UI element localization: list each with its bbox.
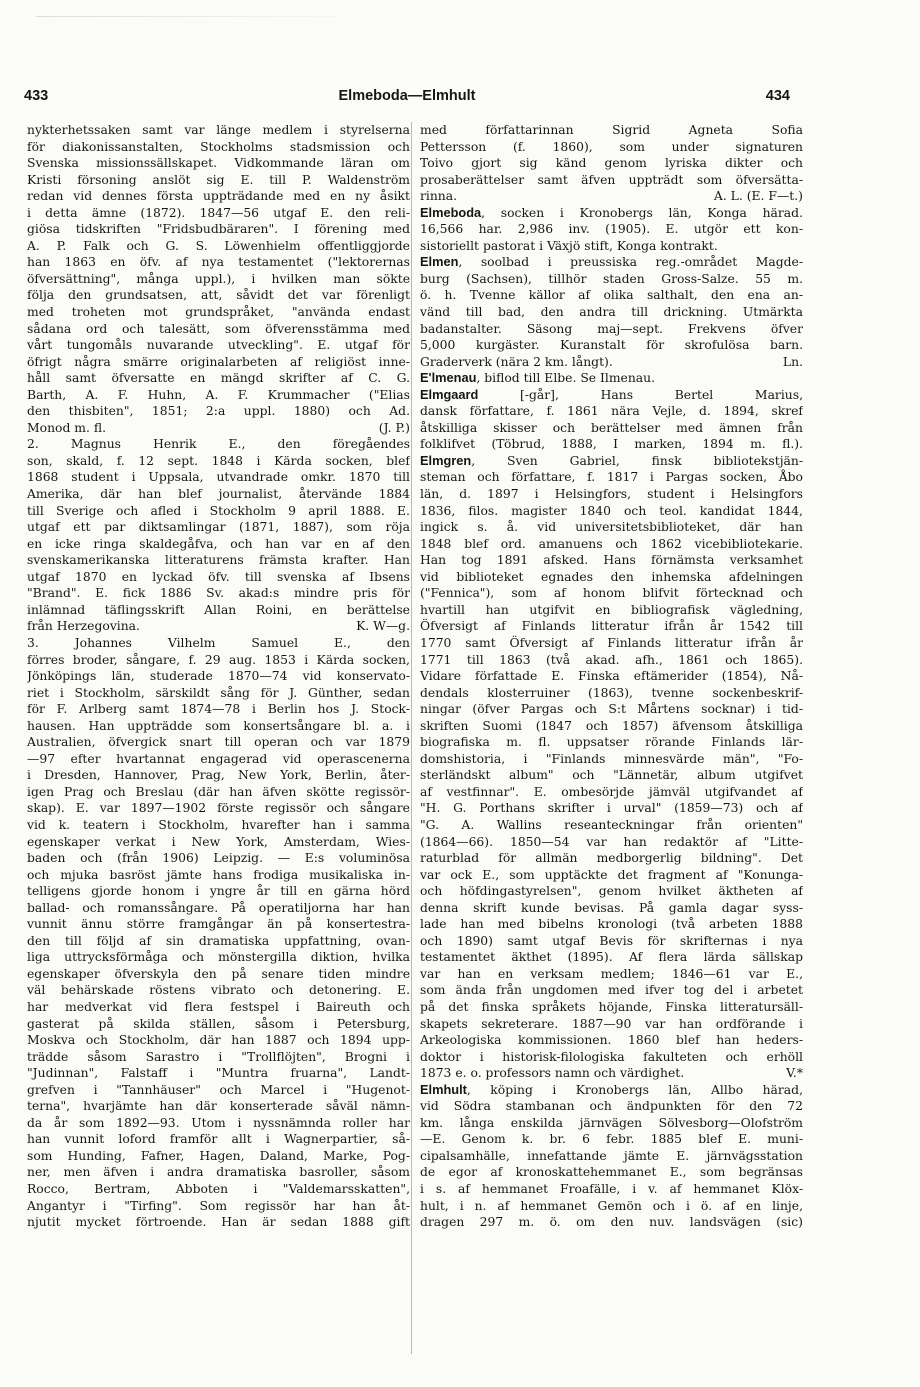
line-text: öfversättning", många uppl.), i hvilken man sökte bbox=[27, 271, 410, 286]
line-text: nykterhetssaken samt var länge medlem i styrelserna bbox=[27, 123, 410, 137]
text-line bbox=[420, 999, 803, 1016]
line-text: till Sverige och afled i Stockholm 9 april 1888. E. bbox=[27, 503, 410, 518]
line-text: , socken i Kronobergs län, Konga härad. bbox=[481, 205, 803, 220]
text-line bbox=[420, 321, 803, 338]
line-text: giösa tidskriften "Fridsbudbäraren". I förening med bbox=[27, 222, 410, 237]
line-text: håll samt öfversatte en mängd skrifter af C. G. bbox=[27, 371, 410, 386]
text-line bbox=[27, 536, 410, 553]
line-text: grefven i "Tannhäuser" och Marcel i "Hugenot- bbox=[27, 1082, 410, 1097]
line-text: prosaberättelser samt äfven uppträdt som öfversätta- bbox=[420, 172, 803, 187]
line-text: med troheten mot grundspråket, "använda endast bbox=[27, 305, 410, 320]
text-line bbox=[27, 155, 410, 172]
line-text: 1771 till 1863 (två akad. afh., 1861 och 1865). bbox=[420, 652, 803, 667]
text-line bbox=[420, 800, 803, 817]
text-line bbox=[420, 287, 803, 304]
line-text: hvartill han utgifvit en bibliografisk vägledning, bbox=[420, 602, 803, 617]
text-line bbox=[27, 420, 410, 437]
line-text: väl behärskade röstens vibrato och detonering. E. bbox=[27, 983, 410, 998]
text-line bbox=[27, 767, 410, 784]
left-page-number: 433 bbox=[24, 88, 49, 104]
line-text: terna", hvarjämte han där konserterade såväl nämn- bbox=[27, 1099, 410, 1114]
line-text: njutit mycket förtroende. Han är sedan 1888 gift bbox=[27, 1215, 410, 1230]
text-line bbox=[27, 916, 410, 933]
line-text: egenskaper verkat i New York, Amsterdam, Wies- bbox=[27, 834, 410, 849]
line-text: hausen. Han uppträdde som konsertsångare bl. a. i bbox=[27, 718, 410, 733]
line-text: Rocco, Bertram, Abboten i "Valdemarsskatten", bbox=[27, 1182, 410, 1196]
line-text: son, skald, f. 12 sept. 1848 i Kärda socken, blef bbox=[27, 453, 410, 468]
line-text: för F. Arlberg samt 1874—78 i Berlin hos J. Stock- bbox=[27, 702, 410, 717]
line-text: den thisbiten", 1851; 2:a uppl. 1880) och Ad. bbox=[27, 404, 410, 419]
line-text: cipalsamhälle, innefattande jämte E. järnvägsstation bbox=[420, 1148, 803, 1163]
text-line bbox=[420, 966, 803, 983]
text-line bbox=[420, 685, 803, 702]
text-line bbox=[420, 403, 803, 420]
line-text: förres broder, sångare, f. 29 aug. 1853 i Kärda socken, bbox=[27, 652, 410, 667]
line-text: var ock E., som upptäckte det fragment af "Konunga- bbox=[420, 867, 803, 882]
line-text: har medverkat vid flera festspel i Baireuth och bbox=[27, 999, 410, 1014]
line-text: trädde såsom Sarastro i "Trollflöjten", Brogni i bbox=[27, 1049, 410, 1064]
text-line bbox=[27, 469, 410, 486]
line-text: denna skrift kunde bevisas. På gamla dagar syss- bbox=[420, 900, 803, 915]
text-line bbox=[27, 1181, 410, 1198]
line-text: Jönköpings län, studerade 1870—74 vid konservato- bbox=[27, 669, 410, 684]
line-text: skapets sekreterare. 1887—90 var han ordförande i bbox=[420, 1016, 803, 1031]
text-line bbox=[27, 337, 410, 354]
line-text: baden och (från 1906) Leipzig. — E:s voluminösa bbox=[27, 851, 410, 866]
line-text: Australien, öfvergick snart till operan och var 1879 bbox=[27, 735, 410, 750]
text-line bbox=[420, 933, 803, 950]
line-text: 1868 student i Uppsala, utvandrade omkr. 1870 till bbox=[27, 470, 410, 485]
text-line bbox=[420, 453, 803, 470]
text-line bbox=[420, 1181, 803, 1198]
entry-headword: Elmgaard bbox=[420, 386, 479, 402]
text-line bbox=[420, 337, 803, 354]
line-text: redan vid dennes första uppträdande med en ny åsikt bbox=[27, 189, 410, 204]
text-line bbox=[420, 469, 803, 486]
line-text: hult, i n. af hemmanet Gemön och i ö. af en linje, bbox=[420, 1198, 803, 1213]
text-line bbox=[420, 602, 803, 619]
line-text: "H. G. Porthans skrifter i urval" (1859—73) och af bbox=[420, 801, 803, 816]
text-line bbox=[420, 1198, 803, 1215]
text-line bbox=[420, 304, 803, 321]
line-text: vårt tungomåls nuvarande utveckling". E. utgaf för bbox=[27, 338, 410, 353]
text-line bbox=[420, 982, 803, 999]
line-text: Angantyr i "Tirfing". Som regissör har han åt- bbox=[27, 1198, 410, 1213]
line-text: Han tog 1891 afsked. Hans förnämsta verksamhet bbox=[420, 553, 803, 568]
text-line bbox=[420, 618, 803, 635]
text-line bbox=[27, 834, 410, 851]
line-text: egenskaper öfverskyla den på senare tiden mindre bbox=[27, 966, 410, 981]
line-text: Pettersson (f. 1860), som under signaturen bbox=[420, 139, 803, 154]
line-text: utgaf ett par diktsamlingar (1871, 1887), som röja bbox=[27, 520, 410, 535]
text-line bbox=[420, 254, 803, 271]
text-line bbox=[420, 652, 803, 669]
text-line bbox=[420, 1016, 803, 1033]
text-line bbox=[27, 436, 410, 453]
left-column bbox=[27, 122, 410, 1231]
text-line bbox=[27, 1049, 410, 1066]
running-title: Elmeboda—Elmhult bbox=[338, 88, 476, 104]
line-text: följa den grundsatsen, att, såvidt det var förenligt bbox=[27, 288, 410, 303]
text-line bbox=[420, 867, 803, 884]
text-line bbox=[420, 751, 803, 768]
author-signature: V.* bbox=[786, 1066, 803, 1081]
line-text: län, d. 1897 i Helsingfors, student i Helsingfors bbox=[420, 487, 803, 502]
text-line bbox=[420, 1131, 803, 1148]
text-line bbox=[27, 254, 410, 271]
text-line bbox=[420, 1098, 803, 1115]
line-text: —97 efter hvartannat engagerad vid operascenerna bbox=[27, 751, 410, 766]
line-text: Vidare författade E. Finska eftämerider (1854), Nå- bbox=[420, 669, 803, 684]
text-line bbox=[420, 734, 803, 751]
text-line bbox=[420, 900, 803, 917]
line-text: inlämnad täflingsskrift Allan Roini, en berättelse bbox=[27, 602, 410, 617]
line-text: som Hunding, Fafner, Hagen, Daland, Marke, Pog- bbox=[27, 1148, 410, 1163]
text-line bbox=[27, 883, 410, 900]
text-line bbox=[420, 949, 803, 966]
line-text: gasterat på skilda ställen, såsom i Petersburg, bbox=[27, 1016, 410, 1031]
text-line bbox=[420, 1049, 803, 1066]
line-text: och 1890) samt utgaf Bevis för skrifternas i nya bbox=[420, 933, 803, 948]
text-line bbox=[420, 834, 803, 851]
line-text: , köping i Kronobergs län, Allbo härad, bbox=[466, 1082, 803, 1097]
column-divider bbox=[411, 122, 412, 1354]
line-text: vid biblioteket egnades den inhemska afdelningen bbox=[420, 569, 803, 584]
line-text: Kristi försoning anslöt sig E. till P. Waldenström bbox=[27, 172, 410, 187]
text-line bbox=[27, 238, 410, 255]
line-text: ingick s. å. vid universitetsbiblioteket, där han bbox=[420, 520, 803, 535]
text-line bbox=[27, 751, 410, 768]
author-signature: A. L. (E. F—t.) bbox=[713, 189, 803, 204]
text-line bbox=[420, 701, 803, 718]
line-text: ningar (öfver Pargas och S:t Mårtens socknar) i tid- bbox=[420, 702, 803, 717]
author-signature: K. W—g. bbox=[356, 619, 410, 634]
line-text: , biflod till Elbe. Se Ilmenau. bbox=[476, 371, 656, 386]
line-text: 3. Johannes Vilhelm Samuel E., den bbox=[27, 635, 410, 650]
text-line bbox=[27, 519, 410, 536]
text-line bbox=[420, 569, 803, 586]
text-line bbox=[420, 850, 803, 867]
line-text: 2. Magnus Henrik E., den föregåendes bbox=[27, 437, 410, 452]
line-text: för diakonissanstalten, Stockholms stadsmission och bbox=[27, 139, 410, 154]
line-text: vid k. teatern i Stockholm, hvarefter han i samma bbox=[27, 817, 410, 832]
line-text: ner, men äfven i andra dramatiska basroller, såsom bbox=[27, 1165, 410, 1180]
text-line bbox=[420, 668, 803, 685]
line-text: lade han med bibelns kronologi (två arbeten 1888 bbox=[420, 917, 803, 932]
text-line bbox=[420, 1082, 803, 1099]
line-text: Arkeologiska kommissionen. 1860 blef han heders- bbox=[420, 1033, 803, 1048]
line-text: åtskilliga skisser och berättelser med ämnen från bbox=[420, 420, 803, 435]
text-line bbox=[420, 585, 803, 602]
line-text: han vunnit loford framför allt i Wagnerpartier, så- bbox=[27, 1132, 410, 1147]
text-line bbox=[27, 1131, 410, 1148]
text-line bbox=[420, 188, 803, 205]
text-line bbox=[27, 982, 410, 999]
line-text: som ända från ungdomen med ifver tog del i arbetet bbox=[420, 983, 803, 998]
text-line bbox=[27, 486, 410, 503]
text-line bbox=[27, 287, 410, 304]
text-line bbox=[27, 122, 410, 139]
text-line bbox=[420, 1148, 803, 1165]
text-line bbox=[27, 685, 410, 702]
text-line bbox=[27, 387, 410, 404]
text-line bbox=[27, 569, 410, 586]
text-line bbox=[420, 436, 803, 453]
text-line bbox=[420, 503, 803, 520]
line-text: en icke ringa skaldegåfva, och han var en af den bbox=[27, 536, 410, 551]
text-line bbox=[420, 139, 803, 156]
author-signature: Ln. bbox=[782, 354, 803, 369]
line-text: "Judinnan", Falstaff i "Muntra fruarna", Landt- bbox=[27, 1066, 410, 1081]
text-line bbox=[27, 1214, 410, 1231]
text-line bbox=[420, 916, 803, 933]
text-line bbox=[27, 652, 410, 669]
text-line bbox=[27, 1065, 410, 1082]
line-text: 5,000 kurgäster. Kuranstalt för skrofulösa barn. bbox=[420, 338, 803, 353]
text-line bbox=[420, 552, 803, 569]
line-text: Graderverk (nära 2 km. långt). bbox=[420, 354, 613, 369]
text-line bbox=[27, 552, 410, 569]
line-text: dansk författare, f. 1861 nära Vejle, d. 1894, skref bbox=[420, 404, 803, 419]
text-line bbox=[27, 1164, 410, 1181]
line-text: vid Södra stambanan och ändpunkten för den 72 bbox=[420, 1099, 803, 1114]
right-column bbox=[420, 122, 803, 1231]
text-line bbox=[27, 354, 410, 371]
line-text: "Brand". E. fick 1886 Sv. akad:s mindre pris för bbox=[27, 586, 410, 601]
line-text: folklifvet (Töbrud, 1888, I marken, 1894 m. fl.). bbox=[420, 437, 803, 452]
line-text: liga uttrycksförmåga och mönstergilla diktion, hvilka bbox=[27, 950, 410, 965]
line-text: Toivo gjort sig känd genom lyriska dikter och bbox=[420, 156, 803, 171]
line-text: sterländskt album" och "Lännetär, album utgifvet bbox=[420, 768, 803, 783]
author-signature: (J. P.) bbox=[378, 420, 410, 435]
text-line bbox=[420, 1032, 803, 1049]
line-text: sådana ord och talesätt, som öfverensstämma med bbox=[27, 321, 410, 336]
scan-artifact-rule bbox=[36, 16, 336, 17]
line-text: (1864—66). 1850—54 var han redaktör af "Litte- bbox=[420, 834, 803, 849]
text-line bbox=[420, 205, 803, 222]
text-line bbox=[27, 701, 410, 718]
line-text: 1873 e. o. professors namn och värdighet. bbox=[420, 1066, 685, 1081]
text-line bbox=[27, 221, 410, 238]
text-line bbox=[420, 122, 803, 139]
text-line bbox=[420, 420, 803, 437]
line-text: 1836, filos. magister 1840 och teol. kandidat 1844, bbox=[420, 503, 803, 518]
text-line bbox=[27, 800, 410, 817]
line-text: af vestfinnar". E. ombesörjde jämväl utgifvandet af bbox=[420, 784, 803, 799]
entry-headword: Elmen bbox=[420, 254, 459, 270]
text-line bbox=[27, 321, 410, 338]
text-line bbox=[27, 403, 410, 420]
entry-headword: Elmhult bbox=[420, 1081, 467, 1097]
line-text: med författarinnan Sigrid Agneta Sofia bbox=[420, 123, 803, 137]
text-line bbox=[27, 618, 410, 635]
line-text: badanstalter. Säsong maj—sept. Frekvens öfver bbox=[420, 321, 803, 336]
line-text: domshistoria, i "Finlands minnesvärde män", "Fo- bbox=[420, 751, 803, 766]
text-line bbox=[420, 536, 803, 553]
text-line bbox=[27, 1016, 410, 1033]
line-text: doktor i historisk-filologiska fakulteten och erhöll bbox=[420, 1049, 803, 1064]
line-text: och höfdingastyrelsen", genom hvilket äktheten af bbox=[420, 884, 803, 899]
text-line bbox=[420, 1115, 803, 1132]
line-text: skriften Suomi (1847 och 1857) äfvensom åtskilliga bbox=[420, 718, 803, 733]
text-line bbox=[27, 718, 410, 735]
text-line bbox=[420, 221, 803, 238]
line-text: i detta ämne (1872). 1847—56 utgaf E. den reli- bbox=[27, 205, 410, 220]
line-text: var han en verksam medlem; 1846—61 var E., bbox=[420, 966, 803, 981]
line-text: Monod m. fl. bbox=[27, 420, 106, 435]
text-line bbox=[420, 1164, 803, 1181]
text-line bbox=[27, 1115, 410, 1132]
line-text: sistoriellt pastorat i Växjö stift, Konga kontrakt. bbox=[420, 238, 718, 253]
text-line bbox=[27, 1148, 410, 1165]
line-text: den till följd af sin dramatiska uppfattning, ovan- bbox=[27, 933, 410, 948]
text-line bbox=[420, 718, 803, 735]
text-line bbox=[420, 767, 803, 784]
text-line bbox=[27, 503, 410, 520]
line-text: han 1863 en öfv. af nya testamentet ("lektorernas bbox=[27, 255, 410, 270]
line-text: Öfversigt af Finlands litteratur ifrån år 1542 till bbox=[420, 619, 803, 634]
right-page-number: 434 bbox=[765, 88, 790, 104]
text-line bbox=[420, 883, 803, 900]
line-text: , soolbad i preussiska reg.-området Magde- bbox=[458, 255, 803, 270]
text-line bbox=[420, 370, 803, 387]
text-line bbox=[420, 354, 803, 371]
line-text: i Dresden, Hannover, Prag, New York, Berlin, åter- bbox=[27, 768, 410, 783]
line-text: 16,566 har. 2,986 inv. (1905). E. utgör ett kon- bbox=[420, 222, 803, 237]
text-line bbox=[27, 817, 410, 834]
line-text: vunnit ännu större framgångar än på konsertestra- bbox=[27, 917, 410, 932]
text-line bbox=[27, 867, 410, 884]
line-text: km. långa enskilda järnvägen Sölvesborg—Olofström bbox=[420, 1115, 803, 1130]
text-line bbox=[27, 635, 410, 652]
line-text: Moskva och Stockholm, där han 1887 och 1894 upp- bbox=[27, 1033, 410, 1048]
line-text: vänd till bad, den andra till drickning. Utmärkta bbox=[420, 305, 803, 320]
text-line bbox=[27, 933, 410, 950]
text-line bbox=[27, 1032, 410, 1049]
entry-headword: E'lmenau bbox=[420, 370, 477, 386]
line-text: A. P. Falk och G. S. Löwenhielm offentliggjorde bbox=[27, 238, 410, 253]
text-line bbox=[27, 188, 410, 205]
line-text: i s. af hemmanet Froafälle, i v. af hemmanet Klöx- bbox=[420, 1182, 803, 1196]
line-text: Svenska missionssällskapet. Vidkommande läran om bbox=[27, 156, 410, 171]
text-line bbox=[27, 304, 410, 321]
text-line bbox=[27, 585, 410, 602]
line-text: 1770 samt Öfversigt af Finlands litteratur ifrån år bbox=[420, 635, 803, 650]
text-line bbox=[420, 817, 803, 834]
line-text: svenskamerikanska litteraturens främsta krafter. Han bbox=[27, 553, 410, 568]
text-line bbox=[27, 172, 410, 189]
line-text: rinna. bbox=[420, 189, 458, 204]
line-text: telligens gjorde honom i yngre år till en gärna hörd bbox=[27, 884, 410, 899]
entry-headword: Elmeboda bbox=[420, 204, 482, 220]
line-text: Barth, A. F. Huhn, A. F. Krummacher ("Elias bbox=[27, 387, 410, 402]
text-line bbox=[27, 1198, 410, 1215]
text-line bbox=[27, 949, 410, 966]
text-line bbox=[27, 453, 410, 470]
text-line bbox=[27, 602, 410, 619]
text-line bbox=[27, 1098, 410, 1115]
text-line bbox=[420, 238, 803, 255]
text-line bbox=[27, 139, 410, 156]
text-line bbox=[420, 1214, 803, 1231]
text-line bbox=[420, 1065, 803, 1082]
page-header bbox=[24, 88, 790, 110]
line-text: [-går], Hans Bertel Marius, bbox=[478, 387, 803, 402]
text-line bbox=[27, 850, 410, 867]
line-text: ballad- och romanssångare. På operatiljorna har han bbox=[27, 900, 410, 915]
text-line bbox=[27, 900, 410, 917]
line-text: Amerika, där han blef journalist, återvände 1884 bbox=[27, 487, 410, 502]
text-line bbox=[27, 1082, 410, 1099]
text-line bbox=[420, 172, 803, 189]
text-line bbox=[420, 271, 803, 288]
line-text: utgaf 1870 en lyckad öfv. till svenska af Ibsens bbox=[27, 569, 410, 584]
line-text: från Herzegovina. bbox=[27, 619, 140, 634]
text-line bbox=[420, 486, 803, 503]
line-text: och mjuka basröst jämte hans frodiga musikaliska in- bbox=[27, 867, 410, 882]
line-text: på det finska språkets höjande, Finska litteratursäll- bbox=[420, 999, 803, 1014]
text-line bbox=[420, 387, 803, 404]
line-text: de egor af kronoskattehemmanet E., som begränsas bbox=[420, 1165, 803, 1180]
text-line bbox=[420, 784, 803, 801]
line-text: ö. h. Tvenne källor af olika salthalt, den ena an- bbox=[420, 288, 803, 303]
text-line bbox=[27, 966, 410, 983]
line-text: 1848 blef ord. amanuens och 1862 vicebibliotekarie. bbox=[420, 536, 803, 551]
line-text: ("Fennica"), som af honom blifvit förtecknad och bbox=[420, 586, 803, 601]
text-line bbox=[27, 668, 410, 685]
line-text: igen Prag och Breslau (där han äfven skötte regissör- bbox=[27, 784, 410, 799]
line-text: raturblad för allmän medborgerlig bildning". Det bbox=[420, 851, 803, 866]
text-line bbox=[27, 734, 410, 751]
text-line bbox=[27, 370, 410, 387]
line-text: testamentet äkthet (1895). Af flera lärda sällskap bbox=[420, 950, 803, 965]
line-text: , Sven Gabriel, finsk bibliotekstjän- bbox=[471, 453, 803, 468]
line-text: da år som 1892—93. Utom i nyssnämnda roller har bbox=[27, 1115, 410, 1130]
text-line bbox=[420, 635, 803, 652]
text-line bbox=[27, 784, 410, 801]
line-text: riet i Stockholm, särskildt sång för J. Günther, sedan bbox=[27, 685, 410, 700]
line-text: steman och författare, f. 1817 i Pargas socken, Åbo bbox=[420, 470, 803, 485]
line-text: skap). E. var 1897—1902 förste regissör och sångare bbox=[27, 801, 410, 816]
line-text: burg (Sachsen), tillhör staden Gross-Salze. 55 m. bbox=[420, 271, 803, 286]
entry-headword: Elmgren bbox=[420, 452, 472, 468]
line-text: dendals klosterruiner (1863), tvenne sockenbeskrif- bbox=[420, 685, 803, 700]
text-line bbox=[420, 155, 803, 172]
line-text: dragen 297 m. ö. om den nuv. landsvägen (sic) bbox=[420, 1215, 803, 1230]
text-line bbox=[420, 519, 803, 536]
text-line bbox=[27, 999, 410, 1016]
line-text: —E. Genom k. br. 6 febr. 1885 blef E. muni- bbox=[420, 1132, 803, 1147]
text-line bbox=[27, 205, 410, 222]
line-text: biografiska m. fl. uppsatser rörande Finlands lär- bbox=[420, 735, 803, 750]
text-line bbox=[27, 271, 410, 288]
line-text: "G. A. Wallins reseanteckningar från orienten" bbox=[420, 817, 803, 832]
line-text: öfrigt några smärre originalarbeten af religiöst inne- bbox=[27, 354, 410, 369]
